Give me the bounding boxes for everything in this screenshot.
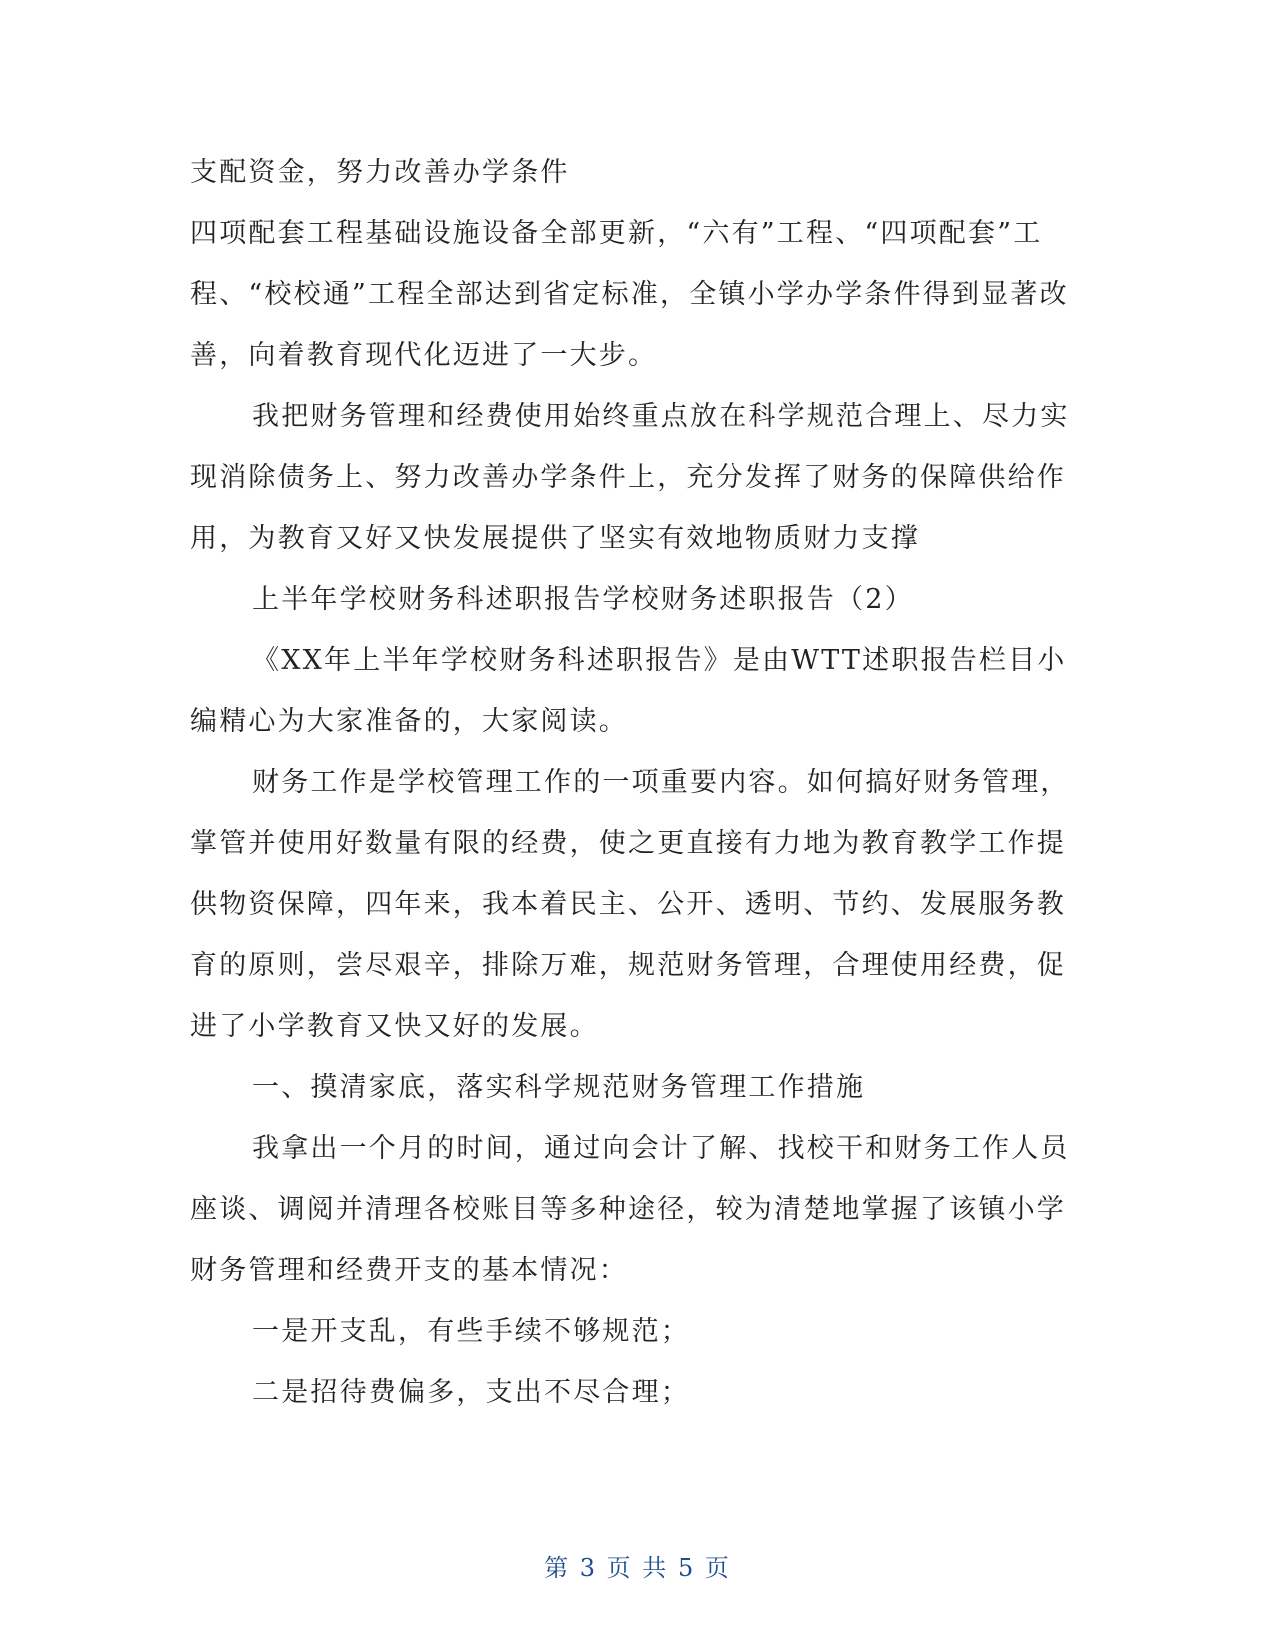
document-body bbox=[190, 142, 1090, 1423]
paragraph: 我把财务管理和经费使用始终重点放在科学规范合理上、尽力实现消除债务上、努力改善办学条件上，充分发挥了财务的保障供给作用，为教育又好又快发展提供了坚实有效地物质财力支撑 bbox=[190, 401, 1070, 554]
paragraph: 我拿出一个月的时间，通过向会计了解、找校干和财务工作人员座谈、调阅并清理各校账目等多种途径，较为清楚地掌握了该镇小学财务管理和经费开支的基本情况： bbox=[190, 1133, 1070, 1286]
section-heading: 上半年学校财务科述职报告学校财务述职报告（2） bbox=[252, 584, 914, 615]
paragraph: 四项配套工程基础设施设备全部更新，“六有”工程、“四项配套”工程、“校校通”工程全部达到省定标准，全镇小学办学条件得到显著改善，向着教育现代化迈进了一大步。 bbox=[190, 218, 1069, 371]
page-number-footer: 第 3 页 共 5 页 bbox=[544, 1554, 731, 1582]
paragraph: 《XX年上半年学校财务科述职报告》是由WTT述职报告栏目小编精心为大家准备的，大家阅读。 bbox=[190, 645, 1067, 737]
paragraph: 财务工作是学校管理工作的一项重要内容。如何搞好财务管理，掌管并使用好数量有限的经费，使之更直接有力地为教育教学工作提供物资保障，四年来，我本着民主、公开、透明、节约、发展服务教育的原则，尝尽艰辛，排除万难，规范财务管理，合理使用经费，促进了小学教育又快又好的发展。 bbox=[190, 767, 1070, 1042]
list-item: 一是开支乱，有些手续不够规范； bbox=[252, 1316, 690, 1347]
list-item: 二是招待费偏多，支出不尽合理； bbox=[252, 1377, 690, 1408]
paragraph: 支配资金，努力改善办学条件 bbox=[190, 157, 570, 188]
section-heading: 一、摸清家底，落实科学规范财务管理工作措施 bbox=[252, 1072, 866, 1103]
